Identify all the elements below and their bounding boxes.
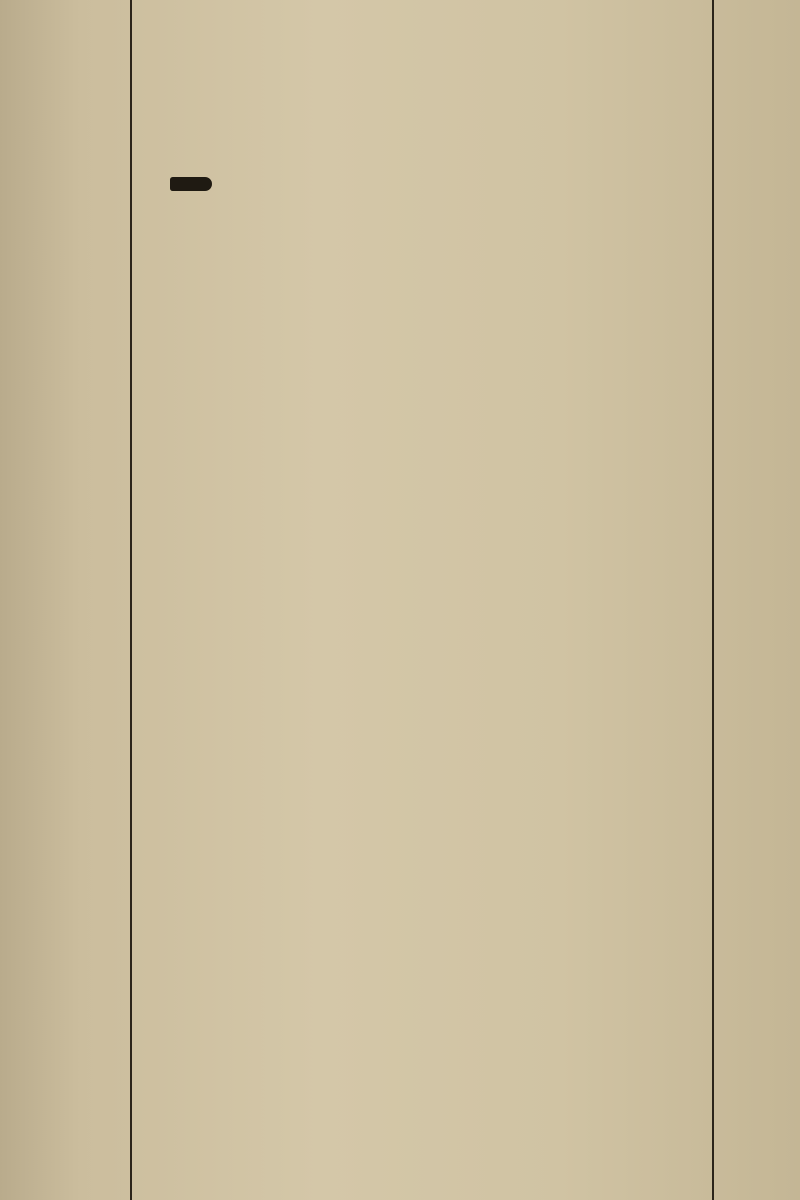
right-column <box>728 0 800 1200</box>
main-column <box>146 0 686 1200</box>
news-heading <box>146 131 686 169</box>
right-column-rule <box>712 0 714 1200</box>
article-richtigstellung <box>146 74 686 121</box>
article-signature <box>146 97 686 121</box>
lokales-heading <box>146 6 686 46</box>
pointing-hand-icon <box>170 177 212 191</box>
left-column <box>0 0 126 1200</box>
article-kuechenreformen <box>146 50 686 74</box>
left-column-rule <box>130 0 132 1200</box>
news-article <box>146 173 686 197</box>
